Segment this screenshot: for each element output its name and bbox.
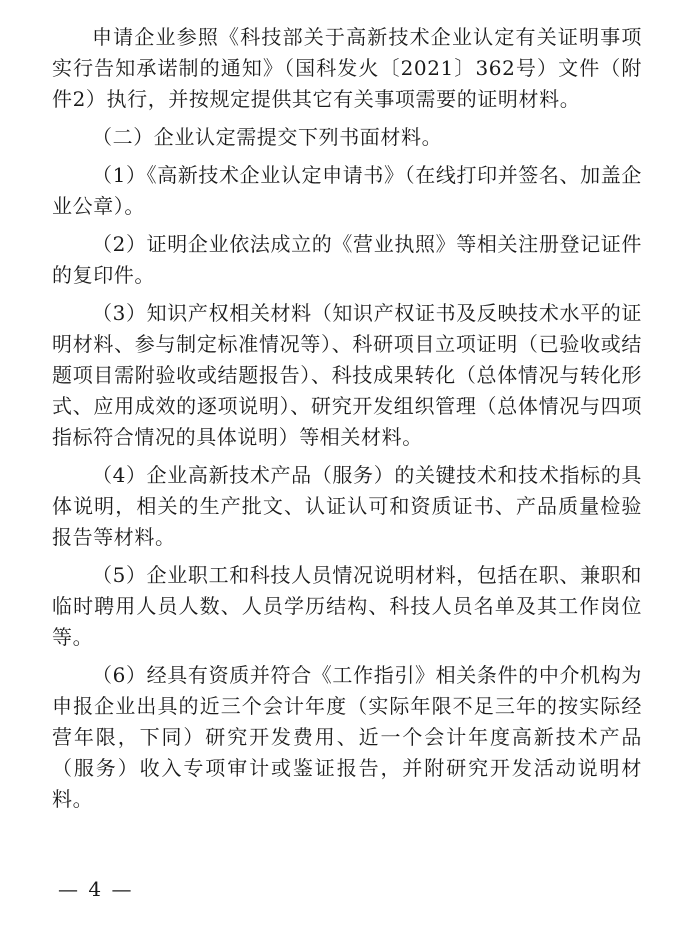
item-1: （1）《高新技术企业认定申请书》（在线打印并签名、加盖企业公章）。 [52,163,642,218]
item-5: （5）企业职工和科技人员情况说明材料，包括在职、兼职和临时聘用人员人数、人员学历结构、科技人员名单及其工作岗位等。 [52,563,642,649]
paragraph-intro: 申请企业参照《科技部关于高新技术企业认定有关证明事项实行告知承诺制的通知》（国科发火〔2021〕362号）文件（附件2）执行，并按规定提供其它有关事项需要的证明材料。 [52,25,642,111]
item-4: （4）企业高新技术产品（服务）的关键技术和技术指标的具体说明，相关的生产批文、认证认可和资质证书、产品质量检验报告等材料。 [52,463,642,549]
page-number: — 4 — [58,877,134,901]
item-2: （2）证明企业依法成立的《营业执照》等相关注册登记证件的复印件。 [52,232,642,287]
document-body [52,22,642,815]
item-3: （3）知识产权相关材料（知识产权证书及反映技术水平的证明材料、参与制定标准情况等）、科研项目立项证明（已验收或结题项目需附验收或结题报告）、科技成果转化（总体情况与转化形式、应用成效的逐项说明）、研究开发组织管理（总体情况与四项指标符合情况的具体说明）等相关材料。 [52,301,642,449]
section-heading: （二）企业认定需提交下列书面材料。 [92,125,443,149]
item-6: （6）经具有资质并符合《工作指引》相关条件的中介机构为申报企业出具的近三个会计年度（实际年限不足三年的按实际经营年限，下同）研究开发费用、近一个会计年度高新技术产品（服务）收入专项审计或鉴证报告，并附研究开发活动说明材料。 [52,663,642,811]
